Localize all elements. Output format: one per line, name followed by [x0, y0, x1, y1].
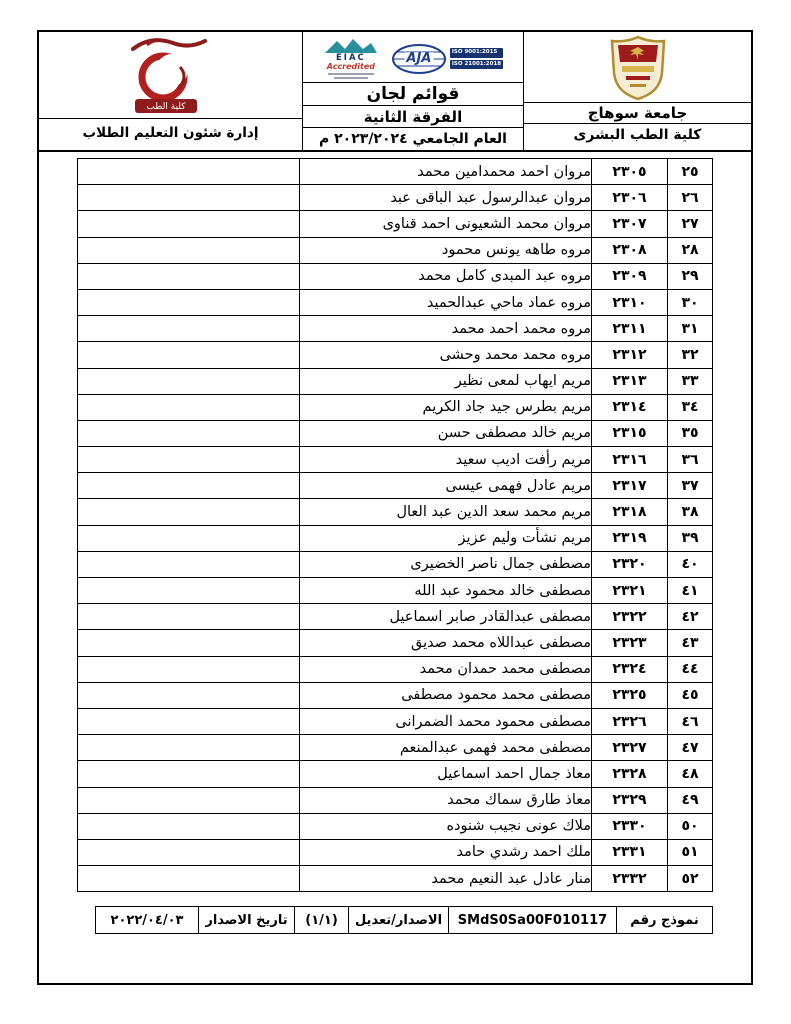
student-row: [78, 394, 713, 420]
signature-cell: [78, 263, 300, 289]
signature-cell: [78, 237, 300, 263]
accreditation-logos: [303, 32, 523, 82]
signature-cell: [78, 368, 300, 394]
student-row: [78, 316, 713, 342]
serial-number-cell: ٣٠: [668, 289, 713, 315]
student-name-cell: مروه محمد محمد وحشى: [300, 342, 592, 368]
seat-number-cell: ٢٣٠٥: [592, 159, 668, 185]
signature-cell: [78, 342, 300, 368]
student-name-cell: مصطفى خالد محمود عبد الله: [300, 578, 592, 604]
eiac-accreditation-logo: [323, 38, 379, 79]
issue-date-value: ٢٠٢٢/٠٤/٠٣: [110, 912, 184, 928]
signature-cell: [78, 708, 300, 734]
student-name-cell: مصطفى محمد فهمى عبدالمنعم: [300, 735, 592, 761]
student-name-cell: معاذ طارق سماك محمد: [300, 787, 592, 813]
seat-number-cell: ٢٣٢٧: [592, 735, 668, 761]
student-row: [78, 211, 713, 237]
serial-number-cell: ٣٥: [668, 420, 713, 446]
serial-number-cell: ٣٣: [668, 368, 713, 394]
student-name-cell: ملاك عونى نجيب شنوده: [300, 813, 592, 839]
seat-number-cell: ٢٣١٠: [592, 289, 668, 315]
student-row: [78, 499, 713, 525]
serial-number-cell: ٣٦: [668, 447, 713, 473]
seat-number-cell: ٢٣٣٠: [592, 813, 668, 839]
iso-badges: [450, 48, 503, 68]
student-row: [78, 682, 713, 708]
form-number-label: نموذج رقم: [616, 907, 712, 933]
form-footer-bar: [95, 906, 713, 934]
seat-number-cell: ٢٣٢٨: [592, 761, 668, 787]
form-number-value: SMdS0Sa00F010117: [448, 907, 616, 933]
serial-number-cell: ٢٩: [668, 263, 713, 289]
student-name-cell: مصطفى محمد حمدان محمد: [300, 656, 592, 682]
signature-cell: [78, 420, 300, 446]
faculty-name: كلية الطب البشرى: [524, 123, 751, 146]
signature-cell: [78, 604, 300, 630]
serial-number-cell: ٢٥: [668, 159, 713, 185]
student-row: [78, 159, 713, 185]
seat-number-cell: ٢٣٢٦: [592, 708, 668, 734]
serial-number-cell: ٥٢: [668, 866, 713, 892]
signature-cell: [78, 499, 300, 525]
aja-certification-logo: [391, 43, 503, 75]
student-name-cell: مريم نشأت وليم عزيز: [300, 525, 592, 551]
serial-number-cell: ٤٠: [668, 551, 713, 577]
serial-number-cell: ٤٤: [668, 656, 713, 682]
shield-icon: [608, 35, 668, 101]
seat-number-cell: ٢٣١٣: [592, 368, 668, 394]
admin-header-block: [39, 32, 302, 150]
student-row: [78, 813, 713, 839]
serial-number-cell: ٤٢: [668, 604, 713, 630]
student-row: [78, 263, 713, 289]
signature-cell: [78, 211, 300, 237]
aja-logo-text: AJA: [406, 50, 432, 66]
seat-number-cell: ٢٣٢٠: [592, 551, 668, 577]
seat-number-cell: ٢٣٢٥: [592, 682, 668, 708]
accredited-text: Accredited: [326, 61, 375, 71]
serial-number-cell: ٣١: [668, 316, 713, 342]
seat-number-cell: ٢٣٠٦: [592, 185, 668, 211]
serial-number-cell: ٣٩: [668, 525, 713, 551]
seat-number-cell: ٢٣١٥: [592, 420, 668, 446]
document-title: قوائم لجان: [303, 83, 523, 106]
student-name-cell: مريم ايهاب لمعى نظير: [300, 368, 592, 394]
document-header: [39, 32, 751, 152]
signature-cell: [78, 761, 300, 787]
student-name-cell: مريم محمد سعد الدين عبد العال: [300, 499, 592, 525]
student-row: [78, 735, 713, 761]
seat-number-cell: ٢٣٢١: [592, 578, 668, 604]
serial-number-cell: ٣٧: [668, 473, 713, 499]
serial-number-cell: ٢٨: [668, 237, 713, 263]
student-name-cell: مصطفى عبداللاه محمد صديق: [300, 630, 592, 656]
medical-logo-banner-text: كلية الطب: [146, 102, 186, 112]
student-name-cell: مصطفى عبدالقادر صابر اسماعيل: [300, 604, 592, 630]
eiac-logo-text: EIAC: [335, 52, 366, 63]
signature-cell: [78, 578, 300, 604]
student-name-cell: مروان عبدالرسول عبد الباقى عبد: [300, 185, 592, 211]
title-box: [303, 82, 523, 150]
seat-number-cell: ٢٣١٩: [592, 525, 668, 551]
student-row: [78, 420, 713, 446]
student-row: [78, 630, 713, 656]
signature-cell: [78, 735, 300, 761]
seat-number-cell: ٢٣٠٧: [592, 211, 668, 237]
student-name-cell: مريم خالد مصطفى حسن: [300, 420, 592, 446]
student-name-cell: مروه محمد احمد محمد: [300, 316, 592, 342]
students-table: [77, 158, 713, 892]
seat-number-cell: ٢٣١٦: [592, 447, 668, 473]
seat-number-cell: ٢٣١٢: [592, 342, 668, 368]
student-name-cell: مروان احمد محمدامين محمد: [300, 159, 592, 185]
serial-number-cell: ٤١: [668, 578, 713, 604]
serial-number-cell: ٤٦: [668, 708, 713, 734]
serial-number-cell: ٤٥: [668, 682, 713, 708]
seat-number-cell: ٢٣٣٢: [592, 866, 668, 892]
seat-number-cell: ٢٣٢٢: [592, 604, 668, 630]
globe-icon: [391, 43, 447, 75]
serial-number-cell: ٥٠: [668, 813, 713, 839]
student-row: [78, 839, 713, 865]
student-name-cell: مريم بطرس جيد جاد الكريم: [300, 394, 592, 420]
red-crescent-icon: [113, 35, 228, 115]
academic-year-title: العام الجامعي ٢٠٢٣/٢٠٢٤ م: [319, 131, 507, 148]
student-row: [78, 604, 713, 630]
student-name-cell: مروان محمد الشعيونى احمد قناوى: [300, 211, 592, 237]
logo-fineprint-line: [328, 73, 374, 75]
student-row: [78, 656, 713, 682]
seat-number-cell: ٢٣٣١: [592, 839, 668, 865]
signature-cell: [78, 656, 300, 682]
student-name-cell: مروه طاهه يونس محمود: [300, 237, 592, 263]
signature-cell: [78, 551, 300, 577]
students-table-body: [78, 159, 713, 892]
issue-revision-value: (١/١): [294, 907, 348, 933]
page-frame: [37, 30, 753, 985]
student-name-cell: ملك احمد رشدي حامد: [300, 839, 592, 865]
student-row: [78, 289, 713, 315]
student-row: [78, 578, 713, 604]
faculty-medical-logo: [39, 32, 302, 118]
student-name-cell: مصطفى محمد محمود مصطفى: [300, 682, 592, 708]
university-name: جامعة سوهاج: [524, 102, 751, 123]
serial-number-cell: ٢٧: [668, 211, 713, 237]
serial-number-cell: ٤٣: [668, 630, 713, 656]
student-row: [78, 185, 713, 211]
student-row: [78, 447, 713, 473]
student-name-cell: مروه عماد ماحي عبدالحميد: [300, 289, 592, 315]
signature-cell: [78, 394, 300, 420]
university-shield-logo: [608, 32, 668, 102]
signature-cell: [78, 787, 300, 813]
student-row: [78, 237, 713, 263]
student-row: [78, 551, 713, 577]
seat-number-cell: ٢٣١٨: [592, 499, 668, 525]
signature-cell: [78, 289, 300, 315]
iso-badge: ISO 9001:2015: [450, 48, 503, 57]
logo-fineprint-line: [334, 77, 368, 79]
student-name-cell: مروه عبد المبدى كامل محمد: [300, 263, 592, 289]
student-name-cell: مريم عادل فهمى عيسى: [300, 473, 592, 499]
mountains-icon: [323, 38, 379, 54]
university-header-block: [523, 32, 751, 150]
seat-number-cell: ٢٣٠٩: [592, 263, 668, 289]
admin-department-text: إدارة شئون التعليم الطلاب: [39, 118, 302, 150]
student-row: [78, 761, 713, 787]
signature-cell: [78, 525, 300, 551]
seat-number-cell: ٢٣٢٤: [592, 656, 668, 682]
student-row: [78, 525, 713, 551]
signature-cell: [78, 630, 300, 656]
signature-cell: [78, 682, 300, 708]
student-name-cell: مصطفى جمال ناصر الخضيرى: [300, 551, 592, 577]
signature-cell: [78, 185, 300, 211]
student-name-cell: معاذ جمال احمد اسماعيل: [300, 761, 592, 787]
student-row: [78, 787, 713, 813]
student-row: [78, 368, 713, 394]
signature-cell: [78, 159, 300, 185]
signature-cell: [78, 473, 300, 499]
seat-number-cell: ٢٣٢٩: [592, 787, 668, 813]
seat-number-cell: ٢٣١٧: [592, 473, 668, 499]
serial-number-cell: ٤٨: [668, 761, 713, 787]
student-row: [78, 342, 713, 368]
signature-cell: [78, 316, 300, 342]
signature-cell: [78, 866, 300, 892]
student-row: [78, 866, 713, 892]
iso-badge: ISO 21001:2018: [450, 60, 503, 69]
signature-cell: [78, 839, 300, 865]
student-row: [78, 473, 713, 499]
serial-number-cell: ٤٧: [668, 735, 713, 761]
student-name-cell: مريم رأفت اديب سعيد: [300, 447, 592, 473]
serial-number-cell: ٤٩: [668, 787, 713, 813]
serial-number-cell: ٣٨: [668, 499, 713, 525]
student-name-cell: مصطفى محمود محمد الضمرانى: [300, 708, 592, 734]
grade-title: الفرقة الثانية: [303, 106, 523, 129]
signature-cell: [78, 813, 300, 839]
issue-revision-label: الاصدار/تعديل: [348, 907, 448, 933]
seat-number-cell: ٢٣١١: [592, 316, 668, 342]
seat-number-cell: ٢٣١٤: [592, 394, 668, 420]
student-name-cell: منار عادل عبد النعيم محمد: [300, 866, 592, 892]
seat-number-cell: ٢٣٠٨: [592, 237, 668, 263]
title-header-block: [302, 32, 523, 150]
serial-number-cell: ٣٤: [668, 394, 713, 420]
serial-number-cell: ٢٦: [668, 185, 713, 211]
student-row: [78, 708, 713, 734]
serial-number-cell: ٣٢: [668, 342, 713, 368]
seat-number-cell: ٢٣٢٣: [592, 630, 668, 656]
signature-cell: [78, 447, 300, 473]
issue-date-label: تاريخ الاصدار: [198, 907, 294, 933]
serial-number-cell: ٥١: [668, 839, 713, 865]
